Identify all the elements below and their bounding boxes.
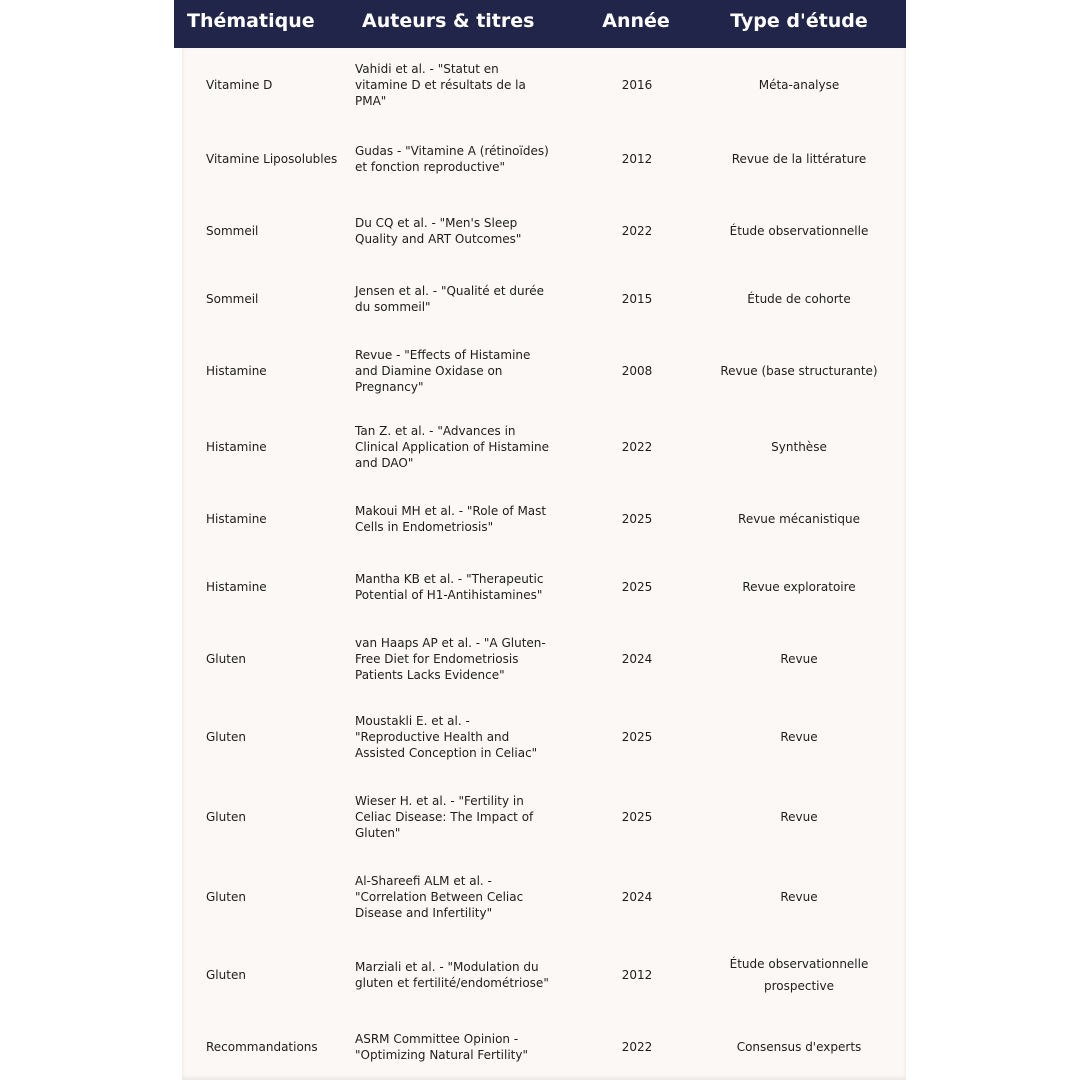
type-cell: Étude observationnelle (729, 224, 869, 238)
table-header (174, 0, 906, 48)
year-cell: 2012 (621, 152, 653, 166)
year-cell: 2012 (621, 968, 653, 982)
type-cell: Revue (base structurante) (720, 364, 878, 378)
table-row (182, 333, 906, 409)
table-row (182, 48, 906, 121)
year-cell: 2015 (621, 292, 653, 306)
theme-cell: Histamine (206, 364, 267, 378)
table-row (182, 409, 906, 485)
theme-cell: Sommeil (206, 292, 259, 306)
header-annee: Année (602, 10, 670, 32)
year-cell: 2025 (621, 730, 653, 744)
type-cell: Revue exploratoire (742, 580, 856, 594)
type-cell: Étude de cohorte (747, 292, 851, 306)
year-cell: 2022 (621, 224, 653, 238)
title-cell: Revue - "Effects of Histamine and Diamine Oxidase on Pregnancy" (355, 348, 531, 394)
year-cell: 2022 (621, 1039, 653, 1054)
title-cell: Jensen et al. - "Qualité et durée du sommeil" (355, 284, 544, 314)
theme-cell: Histamine (206, 580, 267, 594)
title-cell: Tan Z. et al. - "Advances in Clinical Application of Histamine and DAO" (355, 424, 550, 470)
title-cell: Mantha KB et al. - "Therapeutic Potential of H1-Antihistamines" (355, 572, 544, 602)
table-row (182, 777, 906, 857)
theme-cell: Gluten (206, 968, 246, 982)
type-cell: Étude observationnelle prospective (729, 957, 869, 993)
type-cell: Revue (780, 730, 818, 744)
table-row (182, 121, 906, 197)
type-cell: Revue (780, 652, 818, 666)
title-cell: Moustakli E. et al. - "Reproductive Health and Assisted Conception in Celiac" (355, 714, 538, 760)
theme-cell: Histamine (206, 440, 267, 454)
year-cell: 2016 (621, 77, 653, 92)
theme-cell: Gluten (206, 730, 246, 744)
table-row (182, 485, 906, 553)
table-row (182, 697, 906, 777)
theme-cell: Recommandations (206, 1039, 318, 1054)
header-auteurs: Auteurs & titres (362, 10, 535, 32)
type-cell: Synthèse (771, 440, 827, 454)
title-cell: Gudas - "Vitamine A (rétinoïdes) et fonction reproductive" (355, 144, 549, 174)
title-cell: Marziali et al. - "Modulation du gluten et fertilité/endométriose" (355, 960, 549, 990)
table-row (182, 197, 906, 265)
year-cell: 2025 (621, 580, 653, 594)
year-cell: 2008 (621, 364, 653, 378)
year-cell: 2024 (621, 890, 653, 904)
table-row (182, 265, 906, 333)
theme-cell: Histamine (206, 512, 267, 526)
title-cell: Vahidi et al. - "Statut en vitamine D et résultats de la PMA" (355, 61, 526, 108)
theme-cell: Gluten (206, 652, 246, 666)
table-row (182, 857, 906, 937)
table-row (182, 937, 906, 1013)
table-row (182, 621, 906, 697)
table-row (182, 553, 906, 621)
year-cell: 2022 (621, 440, 653, 454)
header-thematique: Thématique (187, 10, 315, 32)
title-cell: Du CQ et al. - "Men's Sleep Quality and ART Outcomes" (355, 216, 522, 246)
type-cell: Méta-analyse (758, 77, 840, 92)
year-cell: 2025 (621, 512, 653, 526)
theme-cell: Sommeil (206, 224, 259, 238)
year-cell: 2025 (621, 810, 653, 824)
title-cell: ASRM Committee Opinion - "Optimizing Natural Fertility" (355, 1031, 528, 1062)
type-cell: Revue mécanistique (738, 512, 860, 526)
table-body (182, 48, 906, 1080)
title-cell: Makoui MH et al. - "Role of Mast Cells in Endometriosis" (355, 504, 547, 534)
theme-cell: Gluten (206, 810, 246, 824)
title-cell: Al-Shareefi ALM et al. - "Correlation Between Celiac Disease and Infertility" (355, 874, 524, 920)
type-cell: Revue (780, 810, 818, 824)
title-cell: van Haaps AP et al. - "A Gluten-Free Diet for Endometriosis Patients Lacks Evidence" (355, 636, 546, 682)
table-row (182, 1013, 906, 1080)
header-type: Type d'étude (730, 10, 868, 32)
year-cell: 2024 (621, 652, 653, 666)
type-cell: Revue de la littérature (731, 152, 867, 166)
type-cell: Consensus d'experts (736, 1039, 862, 1054)
theme-cell: Vitamine D (206, 77, 273, 92)
type-cell: Revue (780, 890, 818, 904)
theme-cell: Gluten (206, 890, 246, 904)
title-cell: Wieser H. et al. - "Fertility in Celiac Disease: The Impact of Gluten" (355, 794, 534, 840)
theme-cell: Vitamine Liposolubles (206, 152, 338, 166)
